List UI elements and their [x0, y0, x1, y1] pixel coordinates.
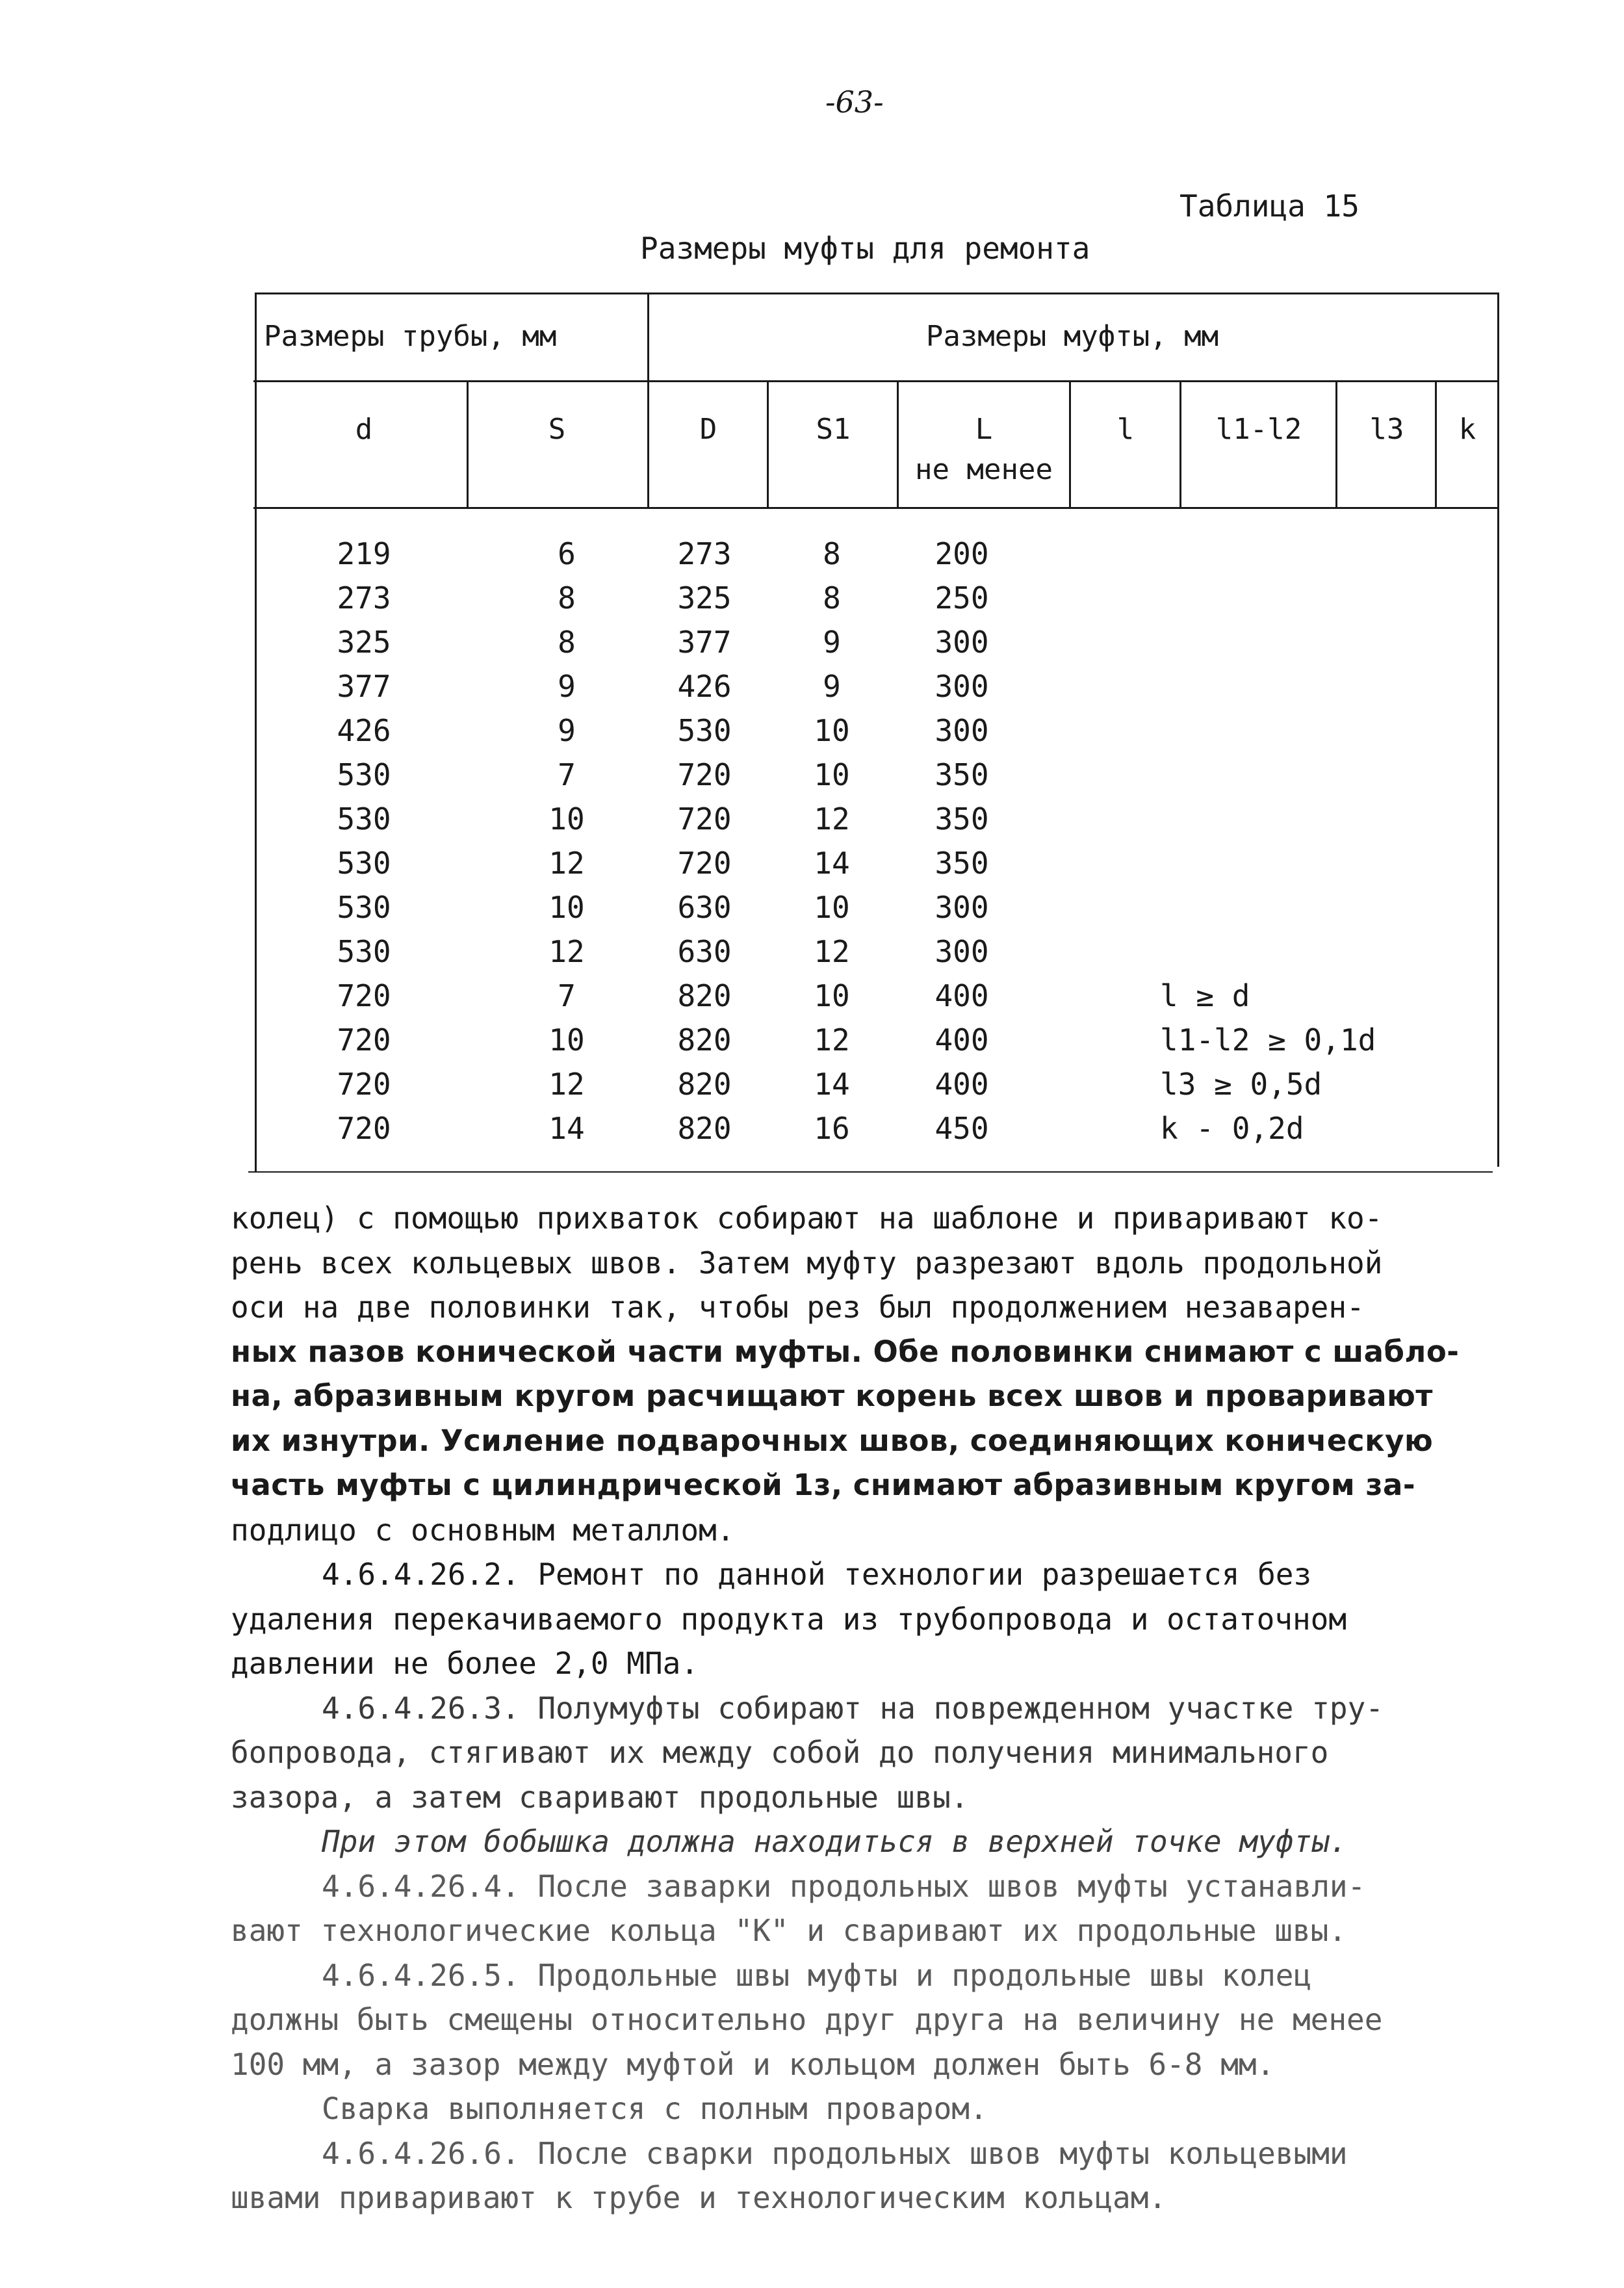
cell-s1: 8 — [823, 536, 841, 571]
cell-s1: 10 — [814, 757, 850, 792]
cell-d: 377 — [337, 669, 391, 704]
welding-note: Сварка выполняется с полным проваром. — [322, 2091, 988, 2126]
text-line: оси на две половинки так, чтобы рез был продолжением незаварен- — [231, 1290, 1365, 1325]
paragraph-4-6-4-26-3: 4.6.4.26.3. Полумуфты собирают на поврежденном участке тру- — [322, 1690, 1384, 1726]
cell-L: 350 — [934, 846, 989, 881]
text-line: ных пазов конической части муфты. Обе половинки снимают с шабло- — [231, 1334, 1460, 1369]
col-header-s: S — [548, 413, 566, 446]
cell-d: 530 — [337, 890, 391, 925]
cell-L: 350 — [934, 801, 989, 837]
cell-D: 377 — [677, 625, 732, 660]
cell-D: 426 — [677, 669, 732, 704]
cell-d: 273 — [337, 580, 391, 616]
text-line: удаления перекачиваемого продукта из трубопровода и остаточном — [231, 1601, 1347, 1637]
paragraph-4-6-4-26-5: 4.6.4.26.5. Продольные швы муфты и продольные швы колец — [322, 1957, 1312, 1993]
paragraph-4-6-4-26-4: 4.6.4.26.4. После заварки продольных швов муфты устанавли- — [322, 1868, 1366, 1904]
text-line: вают технологические кольца "К" и сваривают их продольные швы. — [231, 1913, 1347, 1948]
coupling-size-table — [253, 292, 1501, 1196]
note-l1-l2: l1-l2 ≥ 0,1d — [1160, 1022, 1376, 1058]
col-divider-4 — [1069, 380, 1071, 507]
cell-L: 450 — [934, 1111, 989, 1146]
text-line: на, абразивным кругом расчищают корень всех швов и проваривают — [231, 1379, 1433, 1413]
table-header-rule-2 — [253, 507, 1498, 509]
text-line: их изнутри. Усиление подварочных швов, соединяющих коническую — [231, 1423, 1434, 1458]
col-header-L: L — [975, 413, 993, 446]
col-header-l1-l2: l1-l2 — [1215, 413, 1302, 446]
col-divider-5 — [1179, 380, 1181, 507]
group-divider — [647, 292, 649, 507]
paragraph-4-6-4-26-6: 4.6.4.26.6. После сварки продольных швов муфты кольцевыми — [322, 2135, 1348, 2171]
cell-s: 7 — [558, 978, 576, 1013]
table-top-rule — [256, 292, 1497, 294]
cell-D: 630 — [677, 934, 732, 969]
body-text — [231, 1196, 1478, 2220]
cell-s1: 12 — [814, 801, 850, 837]
cell-s: 7 — [558, 757, 576, 792]
cell-L: 400 — [934, 978, 989, 1013]
col-header-l3: l3 — [1369, 413, 1404, 446]
cell-s: 9 — [558, 669, 576, 704]
cell-s1: 10 — [814, 713, 850, 748]
text-line: должны быть смещены относительно друг друга на величину не менее — [231, 2002, 1383, 2037]
col-header-D: D — [699, 413, 717, 446]
cell-s1: 16 — [814, 1111, 850, 1146]
cell-s: 10 — [548, 890, 585, 925]
table-left-border — [255, 292, 257, 1171]
col-header-d: d — [355, 413, 373, 446]
cell-d: 530 — [337, 934, 391, 969]
text-line: рень всех кольцевых швов. Затем муфту разрезают вдоль продольной — [231, 1245, 1383, 1280]
cell-s: 12 — [548, 846, 585, 881]
note-l3: l3 ≥ 0,5d — [1160, 1067, 1322, 1102]
table-header-rule-1 — [253, 380, 1498, 382]
cell-D: 820 — [677, 1111, 732, 1146]
text-line: 100 мм, а зазор между муфтой и кольцом должен быть 6-8 мм. — [231, 2046, 1275, 2082]
cell-D: 273 — [677, 536, 732, 571]
boss-position-note: При этом бобышка должна находиться в верхней точке муфты. — [322, 1824, 1348, 1859]
note-k: k - 0,2d — [1160, 1111, 1304, 1146]
cell-s: 12 — [548, 1067, 585, 1102]
cell-s1: 12 — [814, 934, 850, 969]
cell-d: 219 — [337, 536, 391, 571]
cell-D: 720 — [677, 757, 732, 792]
cell-L: 300 — [934, 669, 989, 704]
cell-s1: 10 — [814, 978, 850, 1013]
cell-D: 630 — [677, 890, 732, 925]
cell-D: 820 — [677, 978, 732, 1013]
text-line: колец) с помощью прихваток собирают на шаблоне и приваривают ко- — [231, 1201, 1383, 1236]
cell-D: 720 — [677, 801, 732, 837]
col-header-s1: S1 — [816, 413, 851, 446]
cell-s1: 9 — [823, 669, 841, 704]
cell-d: 720 — [337, 1111, 391, 1146]
text-line: часть муфты с цилиндрической 1з, снимают абразивным кругом за- — [231, 1468, 1416, 1502]
cell-d: 530 — [337, 846, 391, 881]
cell-s1: 14 — [814, 846, 850, 881]
cell-L: 300 — [934, 625, 989, 660]
cell-s: 12 — [548, 934, 585, 969]
cell-d: 530 — [337, 801, 391, 837]
text-line: бопровода, стягивают их между собой до получения минимального — [231, 1735, 1329, 1770]
text-line: подлицо с основным металлом. — [231, 1512, 735, 1548]
cell-s: 8 — [558, 580, 576, 616]
header-coupling-sizes: Размеры муфты, мм — [925, 320, 1219, 353]
cell-s1: 8 — [823, 580, 841, 616]
col-header-L-note: не менее — [915, 453, 1053, 486]
cell-s1: 9 — [823, 625, 841, 660]
cell-s: 10 — [548, 1022, 585, 1058]
note-l: l ≥ d — [1160, 978, 1250, 1013]
cell-s1: 12 — [814, 1022, 850, 1058]
cell-D: 820 — [677, 1067, 732, 1102]
cell-s1: 14 — [814, 1067, 850, 1102]
cell-L: 400 — [934, 1067, 989, 1102]
cell-d: 720 — [337, 1067, 391, 1102]
text-line: швами приваривают к трубе и технологическим кольцам. — [231, 2180, 1167, 2215]
page-number: -63- — [825, 84, 884, 120]
text-line: зазора, а затем сваривают продольные швы. — [231, 1779, 969, 1815]
cell-D: 820 — [677, 1022, 732, 1058]
cell-s: 10 — [548, 801, 585, 837]
cell-D: 720 — [677, 846, 732, 881]
cell-d: 720 — [337, 978, 391, 1013]
table-label: Таблица 15 — [1179, 188, 1360, 224]
col-header-l: l — [1116, 413, 1135, 446]
cell-s: 8 — [558, 625, 576, 660]
cell-d: 325 — [337, 625, 391, 660]
cell-L: 350 — [934, 757, 989, 792]
cell-D: 530 — [677, 713, 732, 748]
cell-L: 300 — [934, 713, 989, 748]
cell-L: 300 — [934, 934, 989, 969]
cell-L: 250 — [934, 580, 989, 616]
col-divider-6 — [1335, 380, 1337, 507]
table-right-border — [1497, 292, 1499, 1167]
cell-L: 300 — [934, 890, 989, 925]
paragraph-4-6-4-26-2: 4.6.4.26.2. Ремонт по данной технологии разрешается без — [322, 1557, 1312, 1592]
cell-s: 14 — [548, 1111, 585, 1146]
cell-L: 200 — [934, 536, 989, 571]
col-divider-3 — [897, 380, 899, 507]
cell-D: 325 — [677, 580, 732, 616]
text-line: давлении не более 2,0 МПа. — [231, 1646, 699, 1681]
cell-L: 400 — [934, 1022, 989, 1058]
table-bottom-rule — [248, 1171, 1493, 1173]
cell-d: 720 — [337, 1022, 391, 1058]
col-divider-1 — [467, 380, 469, 507]
col-header-k: k — [1458, 413, 1476, 446]
cell-s: 9 — [558, 713, 576, 748]
header-pipe-sizes: Размеры трубы, мм — [264, 320, 557, 353]
cell-s: 6 — [558, 536, 576, 571]
col-divider-2 — [767, 380, 769, 507]
table-title: Размеры муфты для ремонта — [640, 231, 1090, 266]
cell-d: 426 — [337, 713, 391, 748]
cell-s1: 10 — [814, 890, 850, 925]
cell-d: 530 — [337, 757, 391, 792]
